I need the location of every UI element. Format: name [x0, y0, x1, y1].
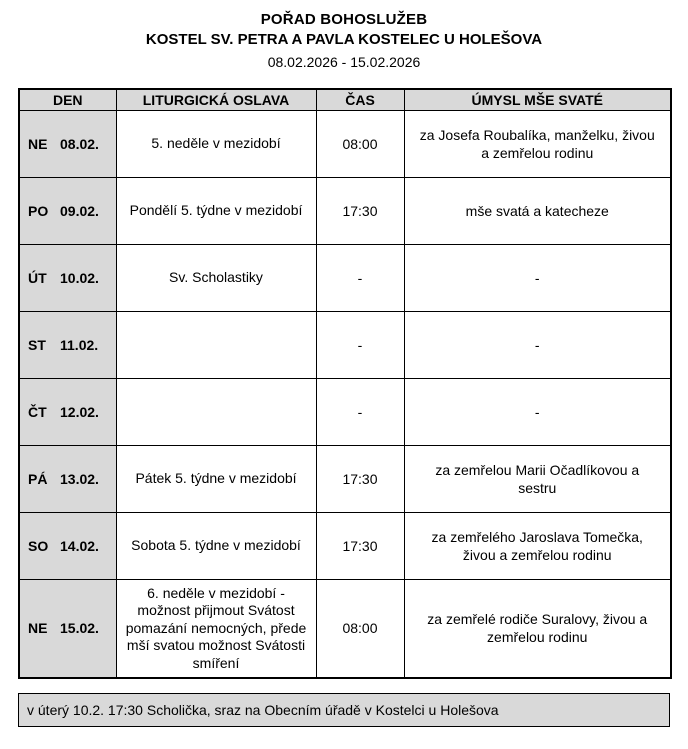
day-cell	[19, 245, 116, 312]
day-date: 12.02.	[60, 404, 99, 420]
intention-cell: za Josefa Roubalíka, manželku, živou a zemřelou rodinu	[404, 111, 671, 178]
column-header-den: DEN	[19, 89, 116, 111]
table-row	[19, 580, 671, 678]
intention-cell: za zemřelého Jaroslava Tomečka, živou a zemřelou rodinu	[404, 513, 671, 580]
table-row	[19, 312, 671, 379]
time-cell: -	[316, 312, 404, 379]
celebration-cell	[116, 312, 316, 379]
time-cell: 08:00	[316, 580, 404, 678]
schedule-table	[18, 88, 672, 679]
day-date: 10.02.	[60, 270, 99, 286]
day-abbr: SO	[28, 538, 49, 554]
time-cell: 17:30	[316, 446, 404, 513]
intention-cell: za zemřelou Marii Očadlíkovou a sestru	[404, 446, 671, 513]
footer-note: v úterý 10.2. 17:30 Scholička, sraz na Obecním úřadě v Kostelci u Holešova	[18, 693, 670, 727]
day-abbr: NE	[28, 620, 48, 637]
day-date: 14.02.	[60, 538, 99, 554]
table-row	[19, 379, 671, 446]
day-abbr: NE	[28, 136, 48, 152]
time-cell: 17:30	[316, 513, 404, 580]
day-date: 11.02.	[60, 337, 99, 353]
day-abbr: ST	[28, 337, 46, 353]
day-date: 08.02.	[60, 136, 99, 152]
column-header-umysl: ÚMYSL MŠE SVATÉ	[404, 89, 671, 111]
day-cell	[19, 312, 116, 379]
celebration-cell: 5. neděle v mezidobí	[116, 111, 316, 178]
column-header-oslava: LITURGICKÁ OSLAVA	[116, 89, 316, 111]
day-abbr: ČT	[28, 404, 47, 420]
time-cell: -	[316, 245, 404, 312]
celebration-cell	[116, 379, 316, 446]
day-cell	[19, 446, 116, 513]
table-row	[19, 446, 671, 513]
day-cell	[19, 111, 116, 178]
document-header	[18, 10, 670, 70]
day-cell	[19, 379, 116, 446]
church-name: KOSTEL SV. PETRA A PAVLA KOSTELEC U HOLEŠOVA	[145, 31, 543, 49]
table-row	[19, 513, 671, 580]
table-row	[19, 178, 671, 245]
intention-cell: -	[404, 245, 671, 312]
intention-cell: mše svatá a katecheze	[404, 178, 671, 245]
day-cell	[19, 178, 116, 245]
day-cell	[19, 580, 116, 678]
celebration-cell: Sv. Scholastiky	[116, 245, 316, 312]
celebration-cell: Sobota 5. týdne v mezidobí	[116, 513, 316, 580]
time-cell: 17:30	[316, 178, 404, 245]
day-cell	[19, 513, 116, 580]
intention-cell: za zemřelé rodiče Suralovy, živou a zemřelou rodinu	[404, 580, 671, 678]
day-date: 09.02.	[60, 203, 99, 219]
day-abbr: PÁ	[28, 471, 48, 487]
celebration-cell: Pondělí 5. týdne v mezidobí	[116, 178, 316, 245]
intention-cell: -	[404, 379, 671, 446]
table-row	[19, 111, 671, 178]
day-date: 15.02.	[60, 620, 99, 637]
day-date: 13.02.	[60, 471, 99, 487]
time-cell: 08:00	[316, 111, 404, 178]
celebration-cell: Pátek 5. týdne v mezidobí	[116, 446, 316, 513]
day-abbr: ÚT	[28, 270, 47, 286]
date-range: 08.02.2026 - 15.02.2026	[267, 53, 421, 70]
page-title: POŘAD BOHOSLUŽEB	[260, 11, 428, 28]
day-abbr: PO	[28, 203, 49, 219]
column-header-cas: ČAS	[316, 89, 404, 111]
table-row	[19, 245, 671, 312]
time-cell: -	[316, 379, 404, 446]
intention-cell: -	[404, 312, 671, 379]
celebration-cell: 6. neděle v mezidobí - možnost přijmout Svátost pomazání nemocných, přede mší svatou možnost Svátosti smíření	[116, 580, 316, 678]
table-header-row	[19, 89, 671, 111]
